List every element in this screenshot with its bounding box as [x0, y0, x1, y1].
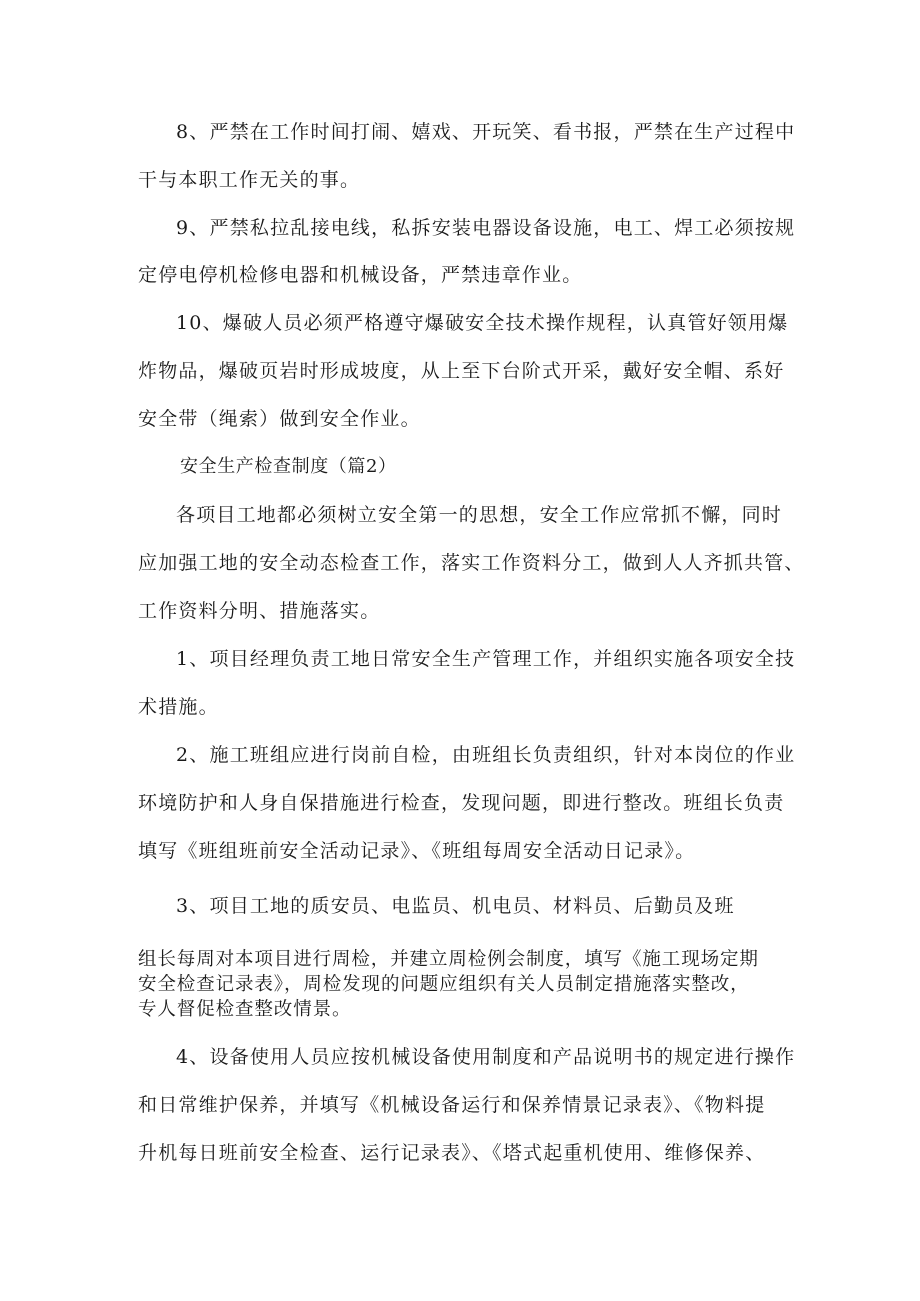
text-line: 安全带（绳索）做到安全作业。	[138, 408, 421, 430]
text-line: 1、项目经理负责工地日常安全生产管理工作，并组织实施各项安全技	[176, 648, 796, 670]
text-line: 术措施。	[138, 696, 219, 718]
text-line: 8、严禁在工作时间打闹、嬉戏、开玩笑、看书报，严禁在生产过程中	[176, 121, 796, 143]
text-line: 10、爆破人员必须严格遵守爆破安全技术操作规程，认真管好领用爆	[176, 312, 789, 334]
text-line: 4、设备使用人员应按机械设备使用制度和产品说明书的规定进行操作	[176, 1046, 796, 1068]
text-line: 组长每周对本项目进行周检，并建立周检例会制度，填写《施工现场定期	[138, 949, 759, 970]
text-line: 填写《班组班前安全活动记录》、《班组每周安全活动日记录》。	[138, 840, 696, 862]
text-line: 定停电停机检修电器和机械设备，严禁违章作业。	[138, 264, 583, 286]
text-line: 3、项目工地的质安员、电监员、机电员、材料员、后勤员及班	[176, 895, 735, 917]
text-line: 炸物品，爆破页岩时形成坡度，从上至下台阶式开采，戴好安全帽、系好	[138, 360, 785, 382]
text-line: 各项目工地都必须树立安全第一的思想，安全工作应常抓不懈，同时	[176, 504, 783, 526]
text-line: 升机每日班前安全检查、运行记录表》、《塔式起重机使用、维修保养、	[138, 1142, 766, 1164]
text-line: 9、严禁私拉乱接电线，私拆安装电器设备设施，电工、焊工必须按规	[176, 217, 796, 239]
text-line: 干与本职工作无关的事。	[138, 169, 361, 191]
text-line: 工作资料分明、措施落实。	[138, 600, 381, 622]
text-line: 安全检查记录表》，周检发现的问题应组织有关人员制定措施落实整改，	[138, 974, 750, 995]
text-line: 环境防护和人身自保措施进行检查，发现问题，即进行整改。班组长负责	[138, 792, 785, 814]
text-line: 和日常维护保养，并填写《机械设备运行和保养情景记录表》、《物料提	[138, 1094, 766, 1116]
text-line: 专人督促检查整改情景。	[138, 999, 352, 1020]
text-line: 2、施工班组应进行岗前自检，由班组长负责组织，针对本岗位的作业	[176, 744, 796, 766]
text-line: 应加强工地的安全动态检查工作，落实工作资料分工，做到人人齐抓共管、	[138, 552, 805, 574]
section-heading: 安全生产检查制度（篇2）	[180, 456, 397, 477]
